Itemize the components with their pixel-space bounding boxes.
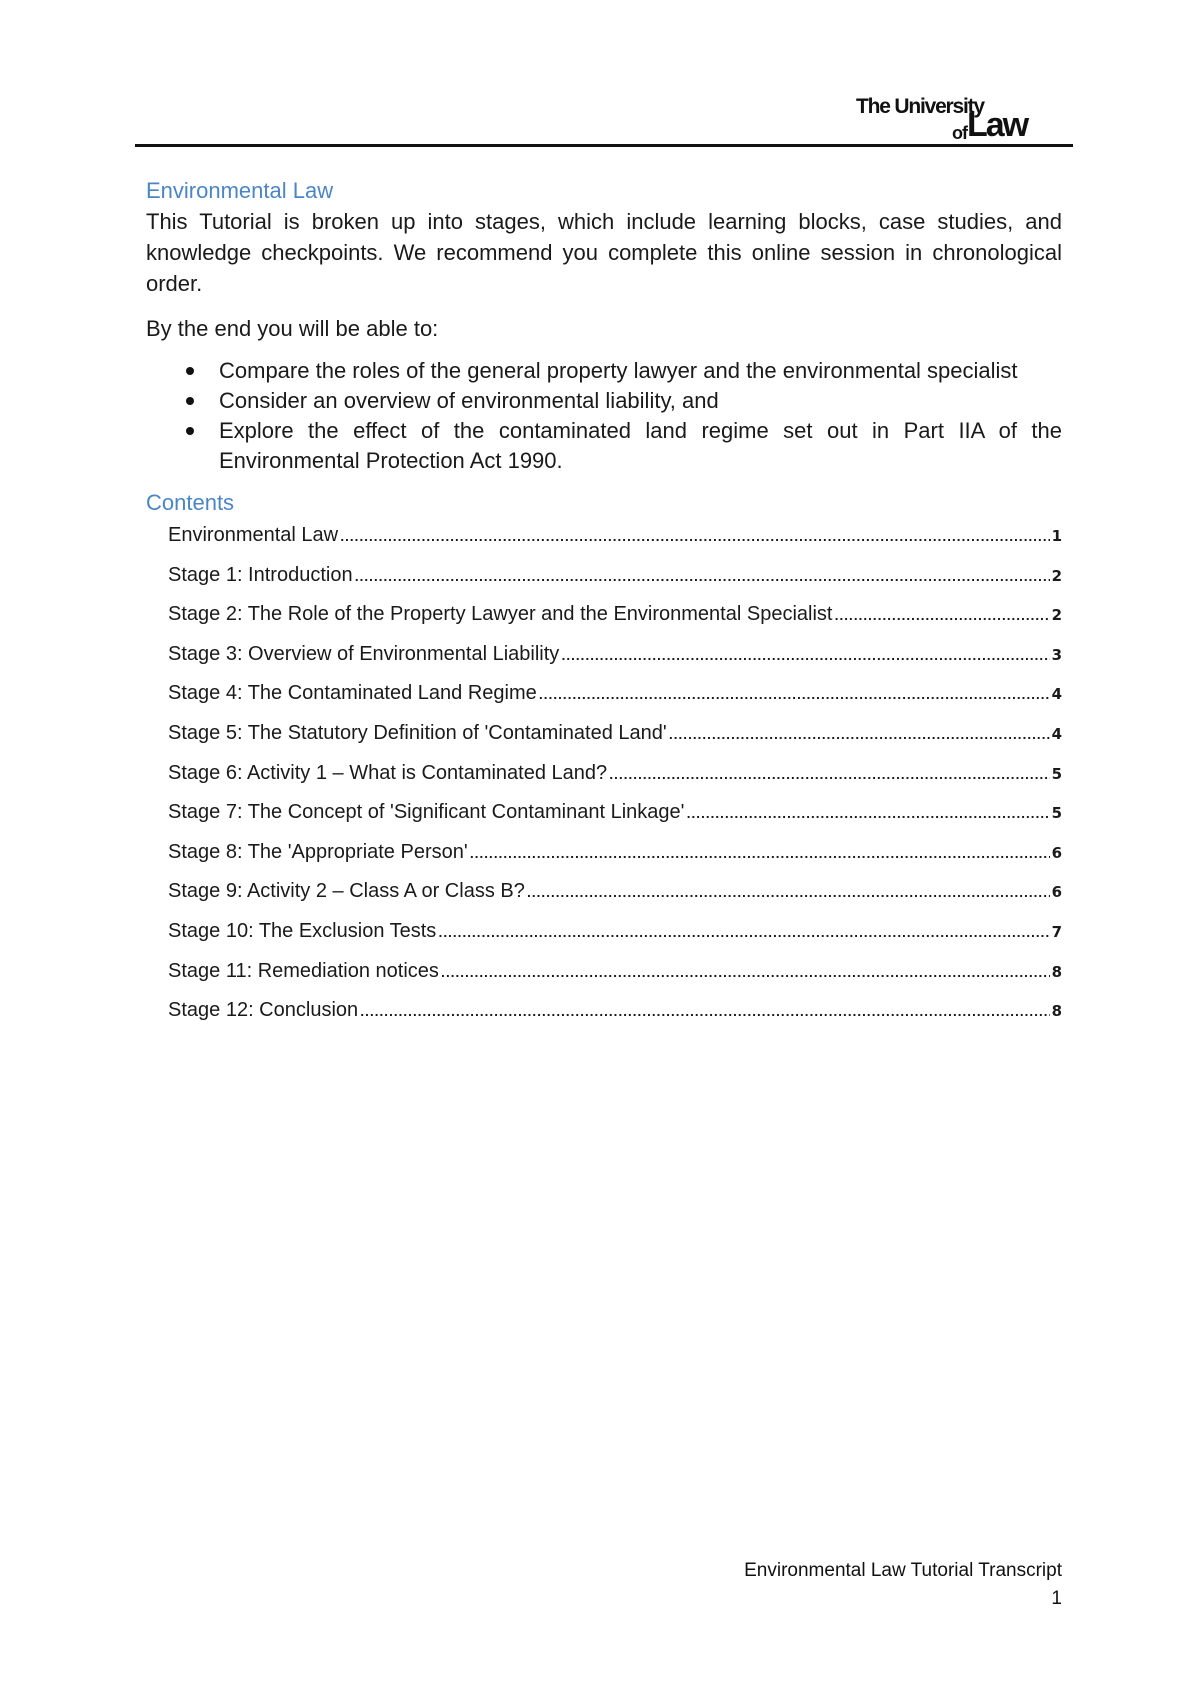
logo-line1: The University xyxy=(856,95,984,118)
toc-entry-label[interactable]: Stage 11: Remediation notices xyxy=(168,959,439,982)
toc-entry-page[interactable]: 6 xyxy=(1051,843,1062,862)
toc-entry[interactable] xyxy=(168,920,1062,960)
toc-entry[interactable] xyxy=(168,999,1062,1039)
toc-entry-page[interactable]: 2 xyxy=(1051,566,1062,585)
toc-entry-label[interactable]: Environmental Law xyxy=(168,524,339,546)
toc-entry-page[interactable]: 8 xyxy=(1051,962,1062,981)
toc-leader xyxy=(561,650,1049,663)
university-logo xyxy=(856,95,1062,144)
toc-leader xyxy=(470,848,1050,861)
page-footer xyxy=(744,1557,1062,1613)
toc-leader xyxy=(834,610,1049,623)
toc-entry-label[interactable]: Stage 4: The Contaminated Land Regime xyxy=(168,682,537,705)
toc-leader xyxy=(527,887,1050,900)
list-item xyxy=(146,356,1062,386)
lead-paragraph: By the end you will be able to: xyxy=(146,316,439,341)
main-content xyxy=(146,176,1062,1039)
toc-entry[interactable] xyxy=(168,682,1062,722)
toc-entry-label[interactable]: Stage 5: The Statutory Definition of 'Contaminated Land' xyxy=(168,721,667,744)
page-title: Environmental Law xyxy=(146,178,334,203)
toc-entry-page[interactable]: 3 xyxy=(1051,645,1062,664)
list-item xyxy=(146,386,1062,416)
list-item-text: Compare the roles of the general property lawyer and the environmental specialist xyxy=(219,358,1018,383)
toc-entry-page[interactable]: 5 xyxy=(1051,804,1062,823)
toc-leader xyxy=(438,927,1049,940)
list-item xyxy=(146,416,1062,476)
toc-entry-label[interactable]: Stage 10: The Exclusion Tests xyxy=(168,919,437,942)
toc-leader xyxy=(669,729,1050,742)
footer-title: Environmental Law Tutorial Transcript xyxy=(744,1560,1062,1581)
toc-entry[interactable] xyxy=(168,603,1062,643)
bullet-icon xyxy=(186,397,194,405)
toc-entry-page[interactable]: 1 xyxy=(1051,527,1062,545)
contents-heading: Contents xyxy=(146,490,235,515)
bullet-icon xyxy=(186,367,194,375)
toc-entry-label[interactable]: Stage 2: The Role of the Property Lawyer and the Environmental Specialist xyxy=(168,603,833,626)
toc-entry-page[interactable]: 4 xyxy=(1051,685,1062,704)
list-item-text: Explore the effect of the contaminated land regime set out in Part IIA of the Environmental Protection Act 1990. xyxy=(219,418,1062,473)
toc-leader xyxy=(340,531,1049,544)
toc-entry[interactable] xyxy=(168,880,1062,920)
toc-entry[interactable] xyxy=(168,643,1062,683)
toc-entry-page[interactable]: 2 xyxy=(1051,606,1062,625)
toc-entry-label[interactable]: Stage 3: Overview of Environmental Liability xyxy=(168,642,560,665)
toc-leader xyxy=(539,689,1050,702)
toc-entry-label[interactable]: Stage 7: The Concept of 'Significant Contaminant Linkage' xyxy=(168,801,685,824)
bullet-icon xyxy=(186,427,194,435)
footer-page-number: 1 xyxy=(1051,1588,1062,1609)
toc-entry-label[interactable]: Stage 8: The 'Appropriate Person' xyxy=(168,840,468,863)
toc-entry[interactable] xyxy=(168,762,1062,802)
logo-law: Law xyxy=(967,106,1028,144)
toc-entry-page[interactable]: 4 xyxy=(1051,724,1062,743)
toc-leader xyxy=(609,769,1049,782)
list-item-text: Consider an overview of environmental liability, and xyxy=(219,388,719,413)
intro-paragraph: This Tutorial is broken up into stages, which include learning blocks, case studies, and knowledge checkpoints. We recommend you complete this online session in chronological order. xyxy=(146,209,1062,296)
logo-of: of xyxy=(952,123,967,143)
toc-entry-label[interactable]: Stage 12: Conclusion xyxy=(168,999,359,1022)
objectives-list xyxy=(146,356,1062,476)
toc-leader xyxy=(686,808,1049,821)
table-of-contents xyxy=(168,524,1062,1039)
toc-entry-label[interactable]: Stage 9: Activity 2 – Class A or Class B? xyxy=(168,880,525,903)
toc-entry-page[interactable]: 5 xyxy=(1051,764,1062,783)
toc-leader xyxy=(360,1006,1049,1019)
toc-entry[interactable] xyxy=(168,841,1062,881)
toc-leader xyxy=(355,571,1050,584)
toc-entry[interactable] xyxy=(168,801,1062,841)
toc-entry-label[interactable]: Stage 1: Introduction xyxy=(168,563,353,586)
toc-entry[interactable] xyxy=(168,722,1062,762)
header-divider xyxy=(135,144,1073,147)
toc-entry-page[interactable]: 8 xyxy=(1051,1002,1062,1021)
toc-entry[interactable] xyxy=(168,524,1062,564)
toc-entry[interactable] xyxy=(168,960,1062,1000)
logo-line2 xyxy=(952,108,1027,142)
toc-leader xyxy=(441,967,1050,980)
toc-entry[interactable] xyxy=(168,564,1062,604)
toc-entry-page[interactable]: 7 xyxy=(1051,922,1062,941)
toc-entry-page[interactable]: 6 xyxy=(1051,883,1062,902)
toc-entry-label[interactable]: Stage 6: Activity 1 – What is Contaminated Land? xyxy=(168,761,608,784)
